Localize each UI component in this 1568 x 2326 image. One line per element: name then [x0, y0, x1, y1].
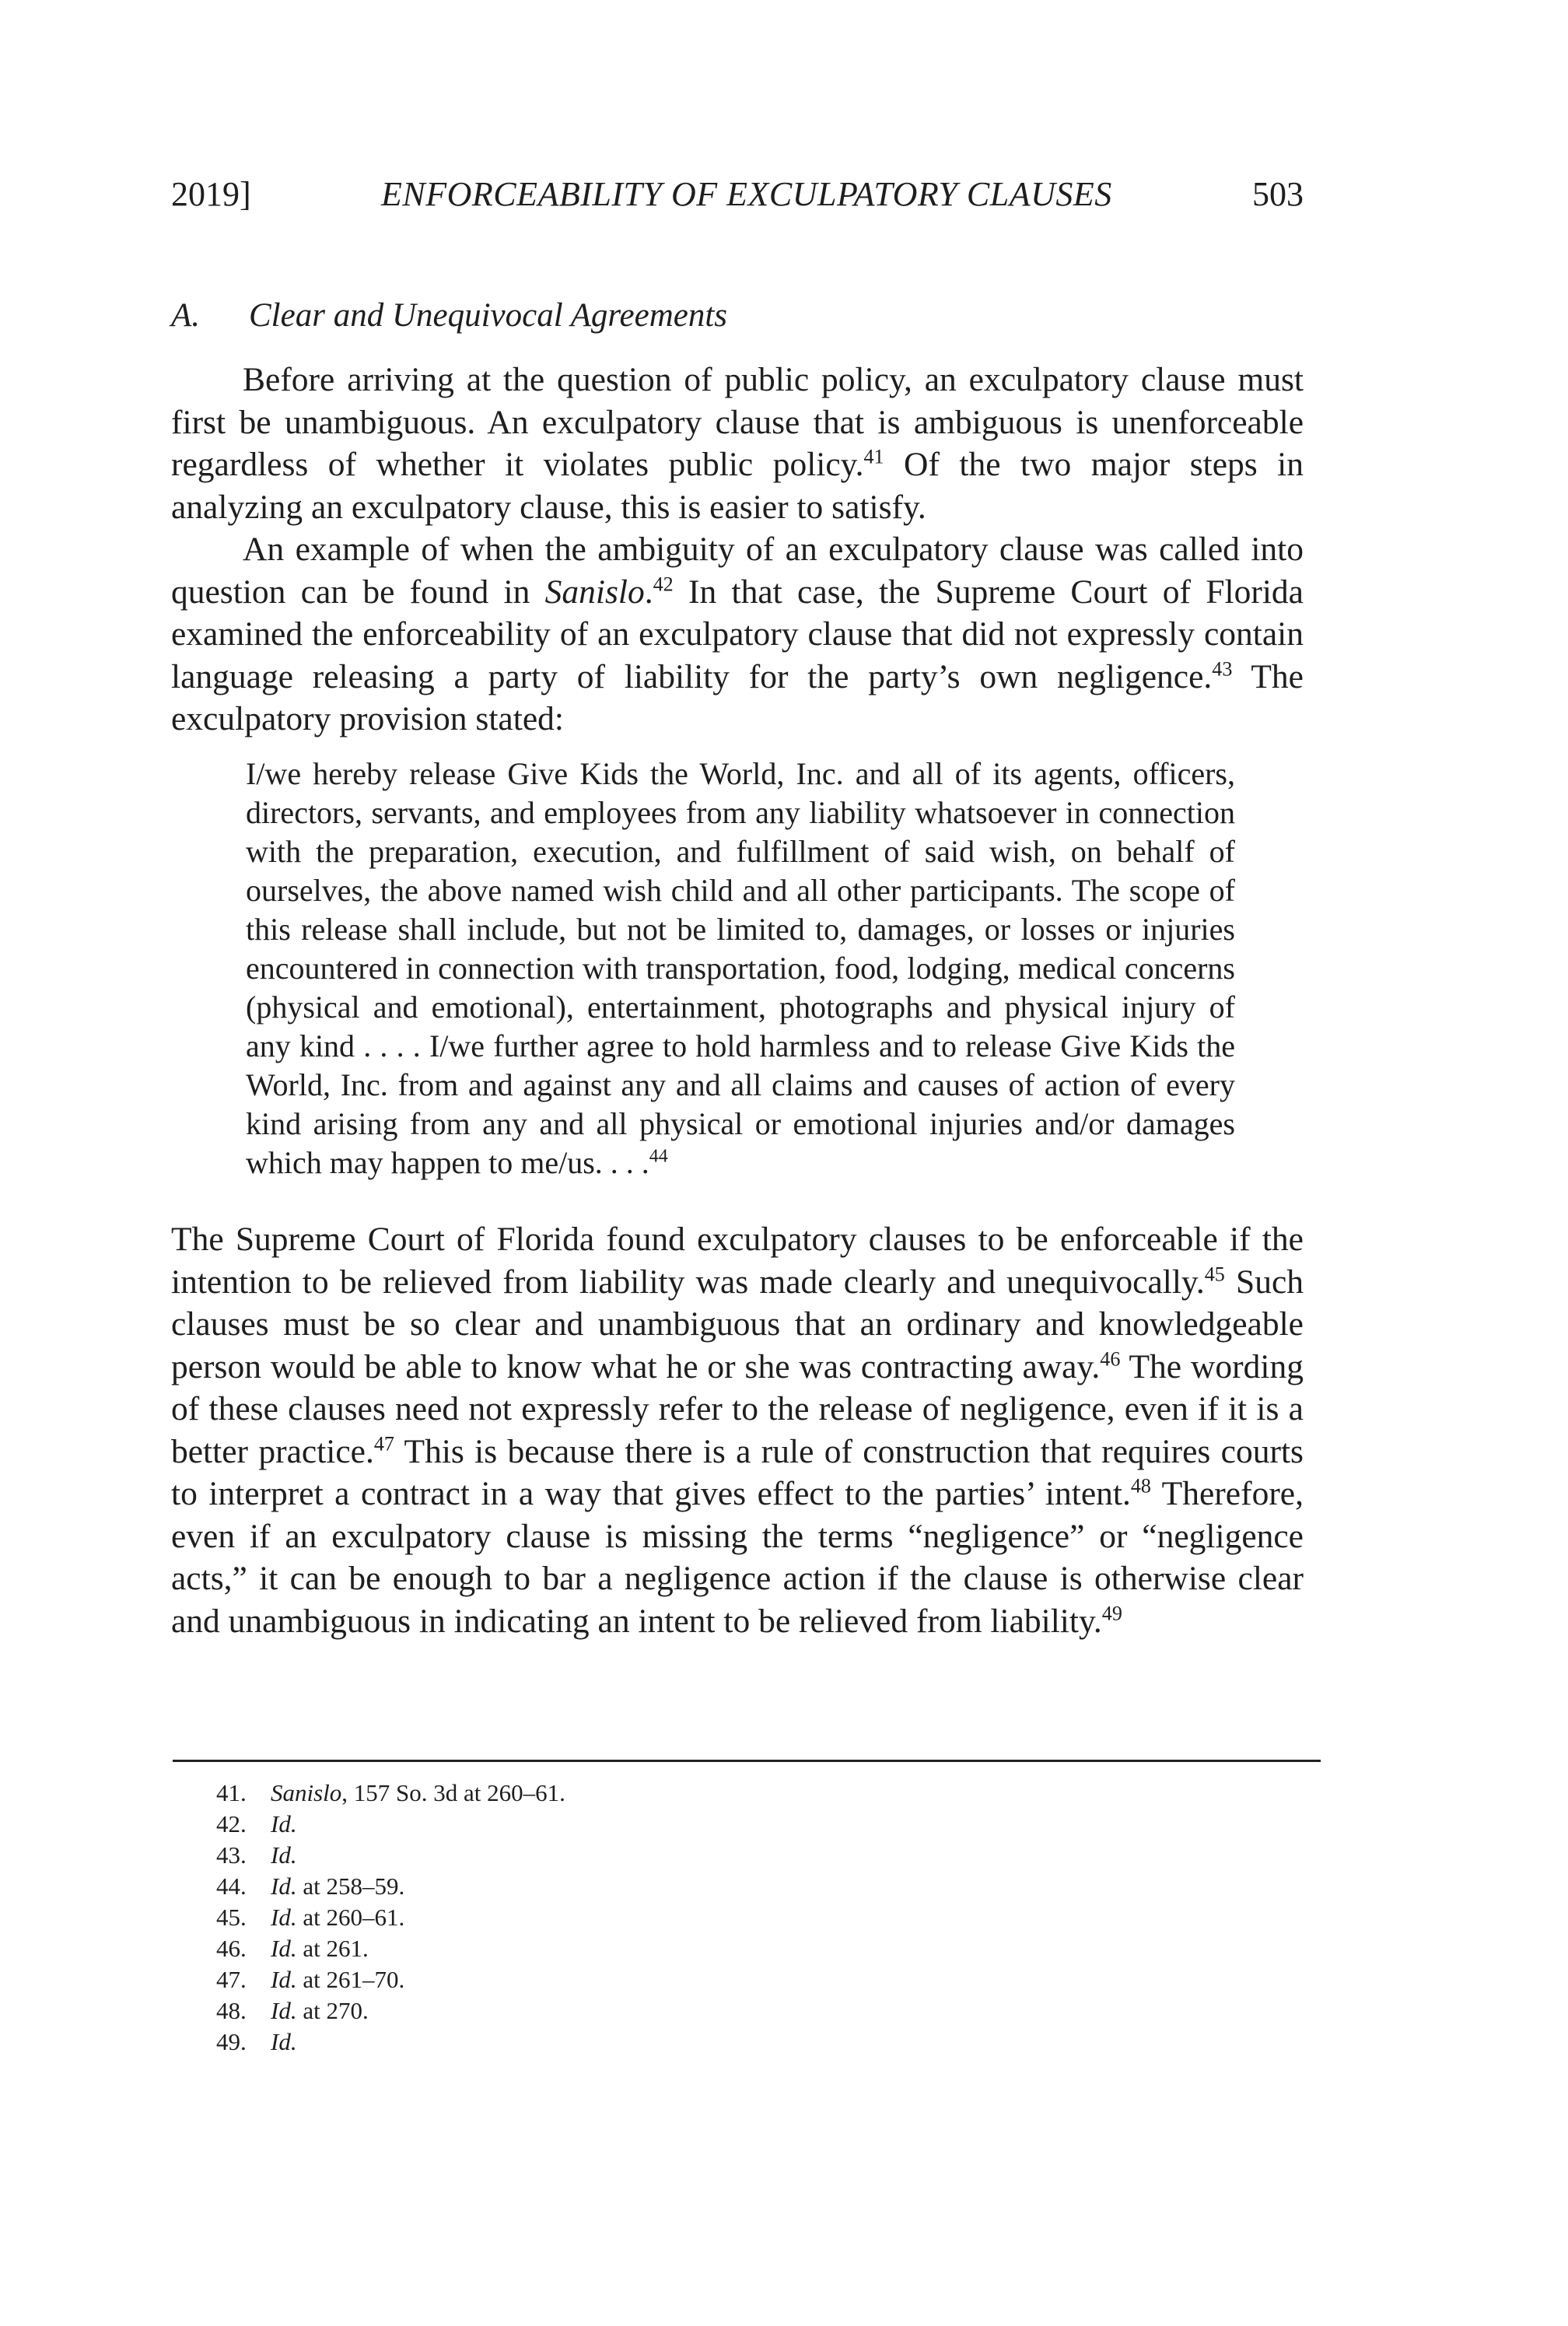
- footnote: 47. Id. at 261–70.: [216, 1966, 405, 1993]
- footnote-ref: 47: [373, 1432, 394, 1455]
- footnotes: [216, 1778, 565, 2058]
- footnote: 45. Id. at 260–61.: [216, 1904, 405, 1931]
- paragraph-3: The Supreme Court of Florida found exculpatory clauses to be enforceable if the intention to be relieved from liability was made clearly and unequivocally.$^{45}$ Such clauses must be so clear and unambiguous that an ordinary and knowledgeable person would be able to know what he or she was contracting away.$^{46}$ The wording of these clauses need not expressly refer to the release of negligence, even if it is a better practice.$^{47}$ This is because there is a rule of construction that requires courts to interpret a contract in a way that gives effect to the parties’ intent.$^{48}$ Therefore, even if an exculpatory clause is missing the terms “negligence” or “negligence acts,” it can be enough to bar a negligence action if the clause is otherwise clear and unambiguous in indicating an intent to be relieved from liability.$^{49}$: [171, 1221, 1304, 1640]
- footnote: 46. Id. at 261.: [216, 1935, 369, 1962]
- footnote: 44. Id. at 258–59.: [216, 1872, 405, 1900]
- footnote-ref: 42: [653, 573, 674, 595]
- footnote-divider: [173, 1760, 1321, 1762]
- block-quote: I/we hereby release Give Kids the World, Inc. and all of its agents, officers, directors, servants, and employees from any liability whatsoever in connection with the preparation, execution, and fulfillment of said wish, on behalf of ourselves, the above named wish child and all other participants. The scope of this release shall include, but not be limited to, damages, or losses or injuries encountered in connection with transportation, food, lodging, medical concerns (physical and emotional), entertainment, photographs and physical injury of any kind . . . . I/we further agree to hold harmless and to release Give Kids the World, Inc. from and against any and all claims and causes of action of every kind arising from any and all physical or emotional injuries and/or damages which may happen to me/us. . . .$^{44}$: [246, 756, 1235, 1180]
- case-name: Sanislo: [544, 573, 645, 611]
- section-title: Clear and Unequivocal Agreements: [249, 297, 728, 334]
- section-heading: [171, 296, 727, 336]
- body-text-lower: [171, 1218, 1304, 1642]
- page-number: 503: [1252, 175, 1304, 213]
- body-text-upper: [171, 359, 1304, 741]
- running-title: ENFORCEABILITY OF EXCULPATORY CLAUSES: [381, 175, 1112, 213]
- footnote-ref: 49: [1101, 1602, 1122, 1624]
- section-label: A.: [171, 297, 201, 334]
- footnote: 41. Sanislo, 157 So. 3d at 260–61.: [216, 1779, 565, 1806]
- footnote-ref: 46: [1100, 1347, 1121, 1370]
- footnote-ref: 41: [863, 445, 884, 468]
- footnote: 43. Id.: [216, 1841, 297, 1869]
- footnote: 42. Id.: [216, 1810, 297, 1837]
- header-year: 2019]: [171, 175, 251, 213]
- footnote-ref: 48: [1130, 1474, 1151, 1498]
- footnote: 49. Id.: [216, 2028, 297, 2055]
- paragraph-1: Before arriving at the question of public policy, an exculpatory clause must first be unambiguous. An exculpatory clause that is ambiguous is unenforceable regardless of whether it violates public policy.$^{41}$ Of the two major steps in analyzing an exculpatory clause, this is easier to satisfy.: [171, 361, 1304, 526]
- paragraph-2: An example of when the ambiguity of an exculpatory clause was called into question can be found in Sanislo.$^{42}$ In that case, the Supreme Court of Florida examined the enforceability of an exculpatory clause that did not expressly contain language releasing a party of liability for the party’s own negligence.$^{43}$ The exculpatory provision stated:: [171, 531, 1304, 737]
- footnote: 48. Id. at 270.: [216, 1997, 369, 2024]
- footnote-ref: 45: [1204, 1263, 1225, 1285]
- footnote-ref: 43: [1212, 657, 1233, 680]
- footnote-ref: 44: [649, 1146, 668, 1167]
